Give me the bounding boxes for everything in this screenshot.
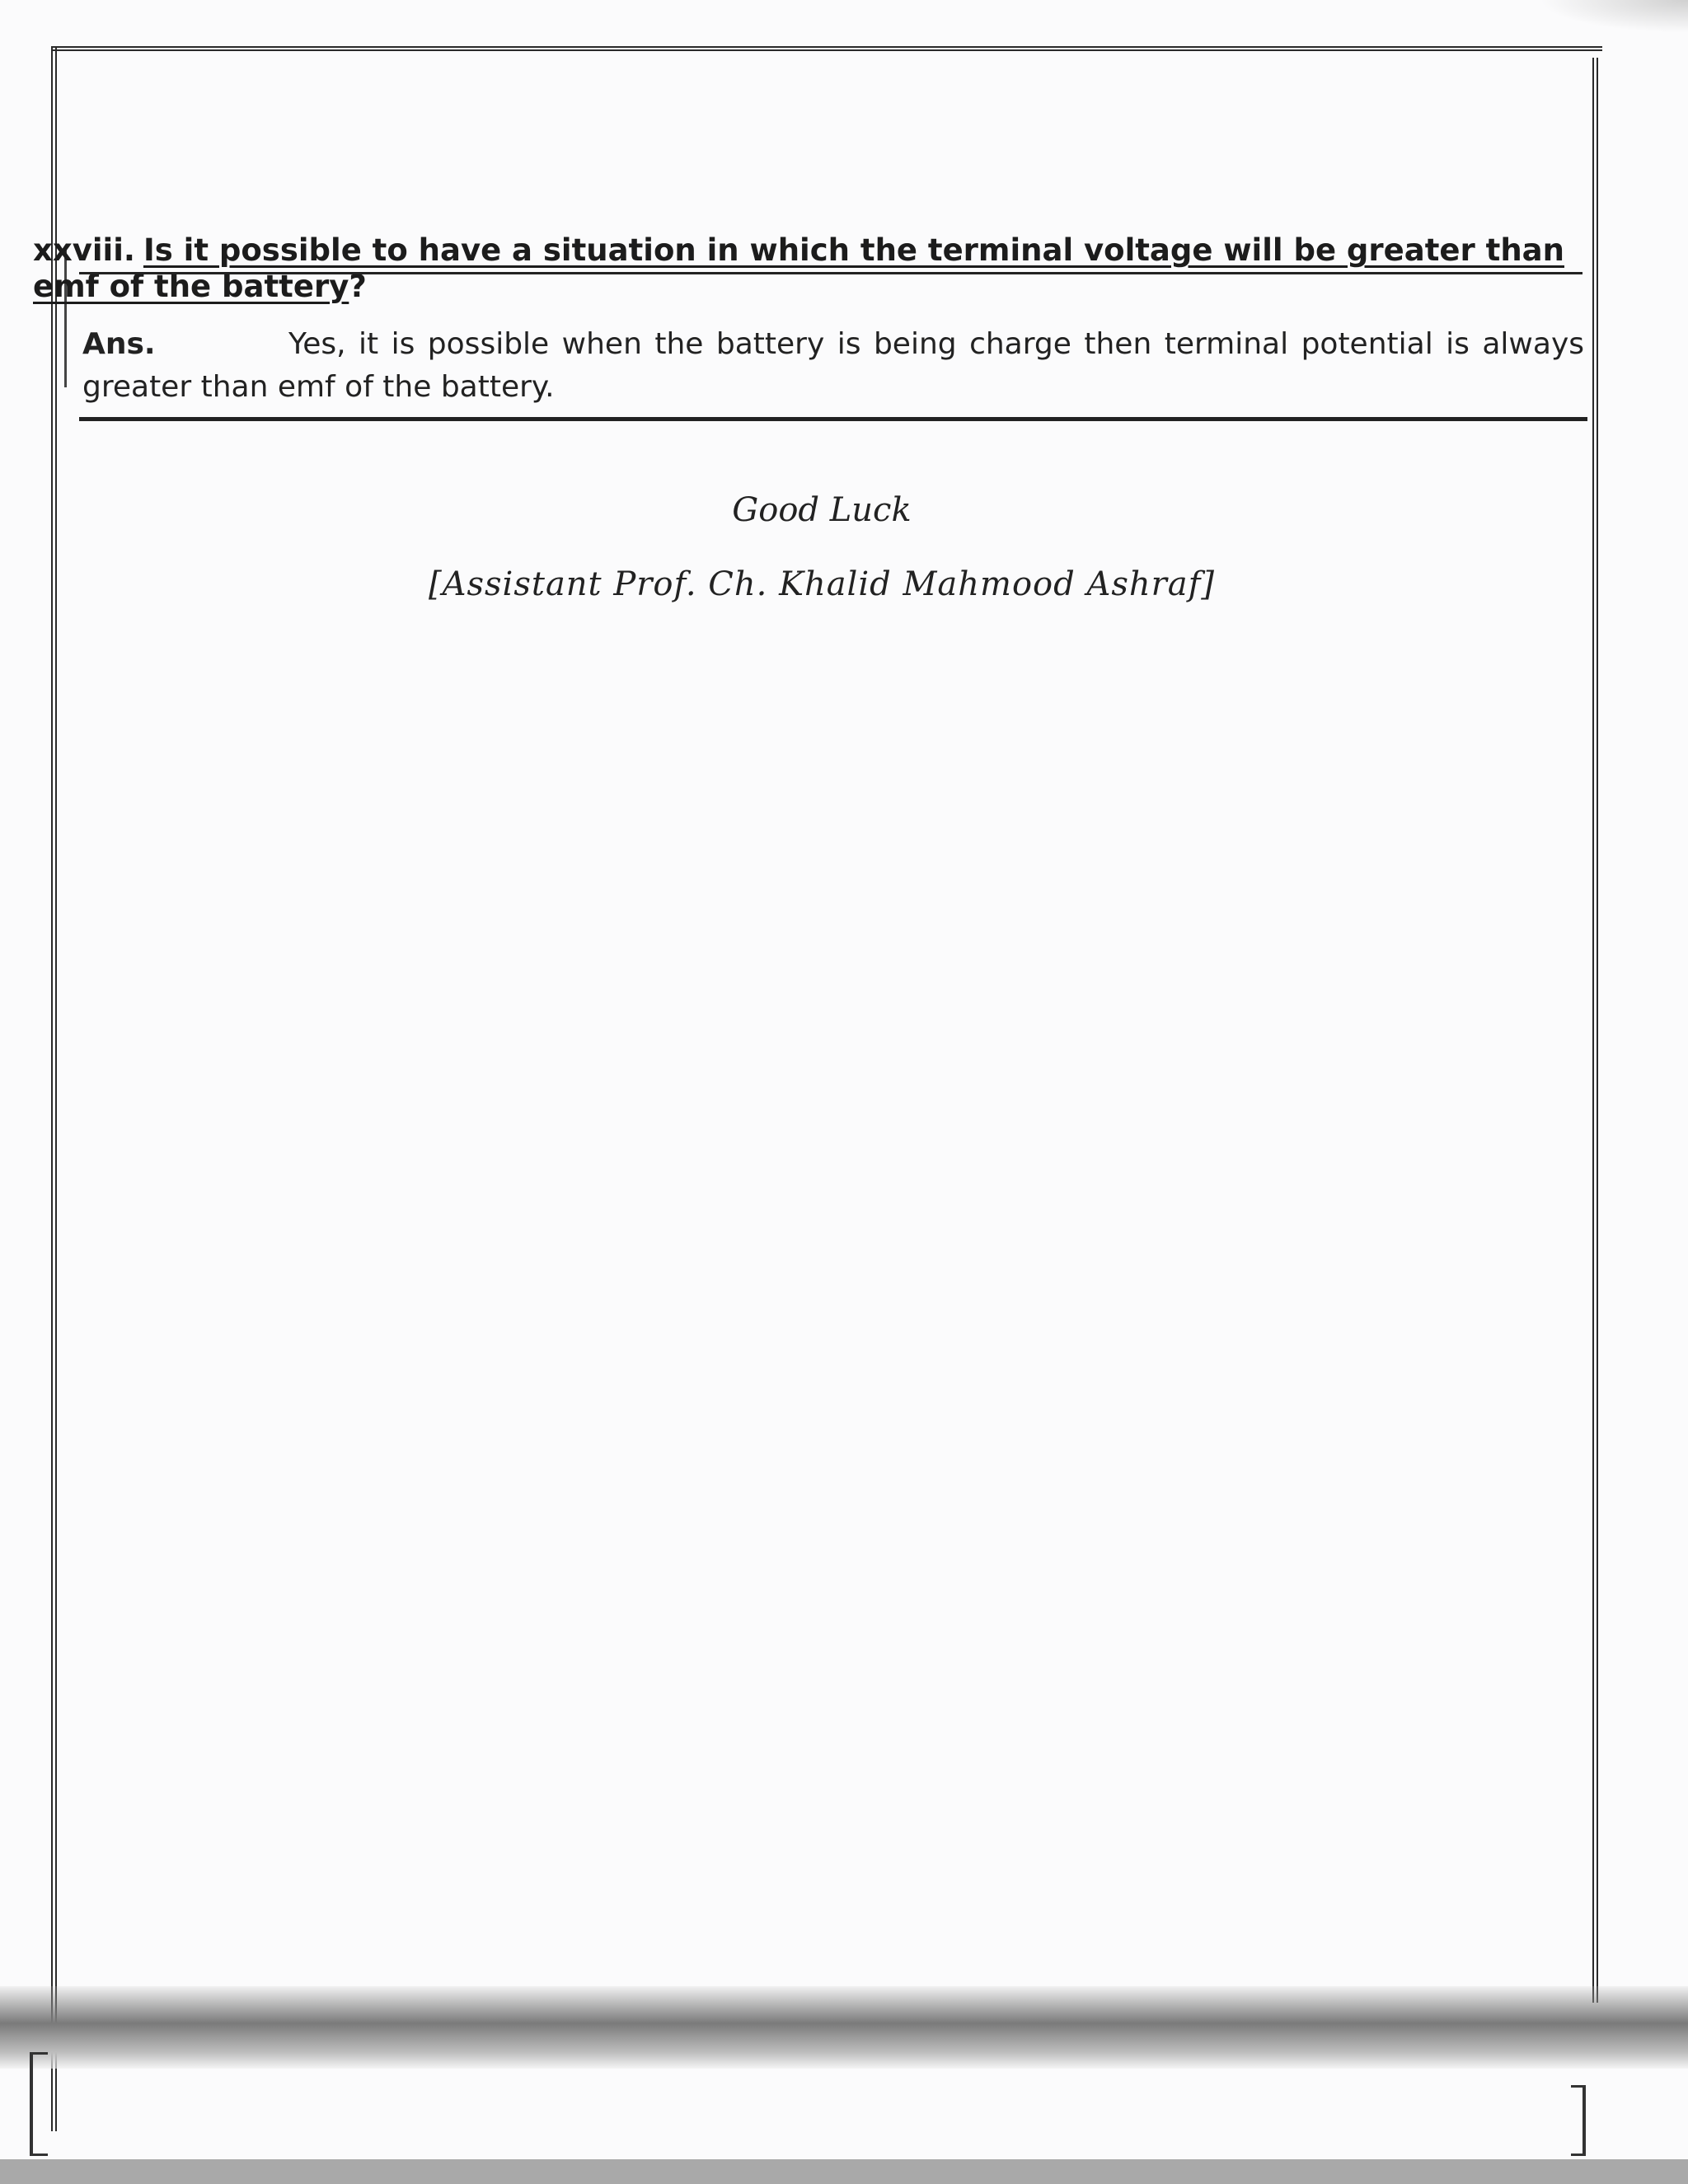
binding-bracket-left (30, 2052, 48, 2156)
question-block (33, 232, 1582, 305)
scan-bottom-strip (0, 2159, 1688, 2184)
author-signature: [Assistant Prof. Ch. Khalid Mahmood Ashraf] (429, 565, 1215, 603)
question-rule (79, 272, 1582, 274)
question-number: xxviii. (33, 232, 135, 268)
page-border-left (51, 46, 57, 2131)
scanner-shadow-band (0, 1986, 1688, 2069)
good-luck-text: Good Luck (732, 491, 912, 529)
answer-block (82, 323, 1584, 409)
page-border-right (1592, 58, 1598, 2003)
answer-rule (79, 417, 1587, 421)
question-text: Is it possible to have a situation in which the terminal voltage will be greater than emf of the battery (33, 232, 1564, 304)
question-mark: ? (349, 269, 367, 304)
answer-text: Yes, it is possible when the battery is being charge then terminal potential is always greater than emf of the battery. (82, 327, 1584, 404)
scan-smudge (1540, 0, 1688, 33)
page-border-top (51, 46, 1602, 51)
binding-bracket-right (1571, 2085, 1586, 2156)
answer-label: Ans. (82, 327, 156, 361)
